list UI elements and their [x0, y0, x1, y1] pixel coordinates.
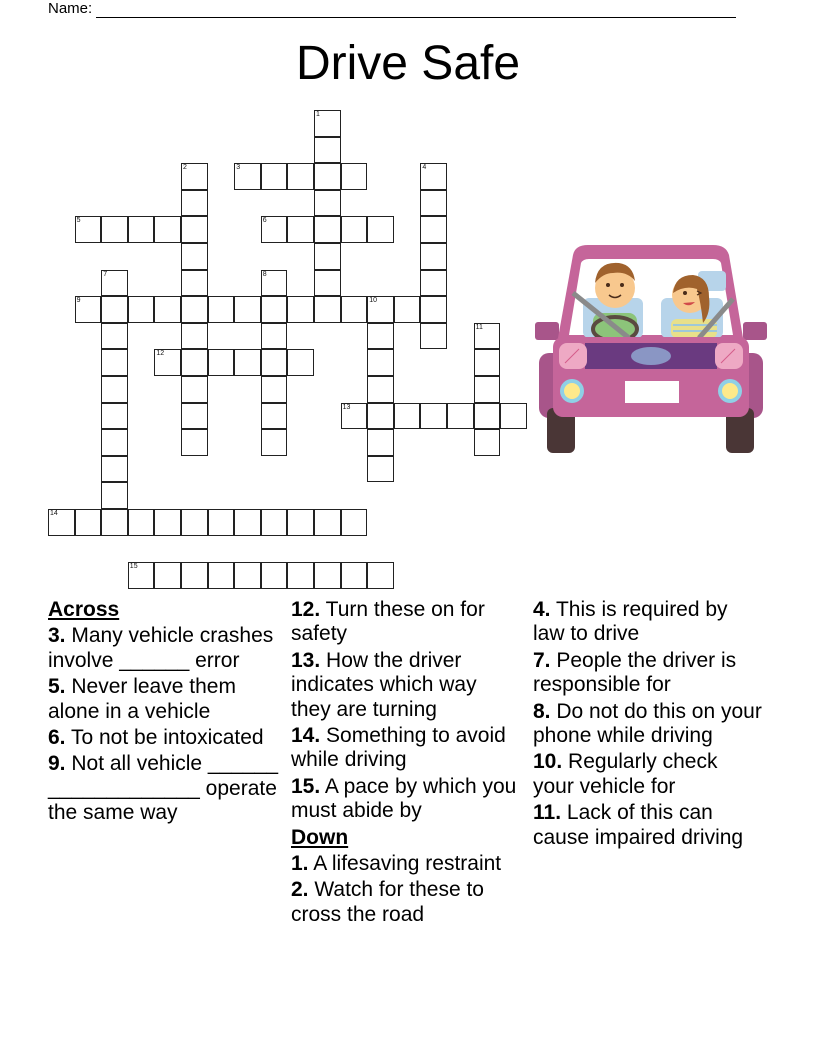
- clue-number: 14: [50, 510, 58, 517]
- clue-number: 8: [262, 270, 267, 278]
- crossword-cell[interactable]: [341, 562, 368, 589]
- crossword-cell[interactable]: [154, 349, 181, 376]
- crossword-cell[interactable]: [101, 429, 128, 456]
- crossword-cell[interactable]: [181, 562, 208, 589]
- crossword-cell[interactable]: [208, 349, 235, 376]
- crossword-cell[interactable]: [181, 376, 208, 403]
- clue-number: 12: [156, 350, 165, 358]
- crossword-cell[interactable]: [75, 509, 102, 536]
- crossword-cell[interactable]: [261, 216, 288, 243]
- crossword-cell[interactable]: [314, 296, 341, 323]
- crossword-cell[interactable]: [181, 190, 208, 217]
- crossword-cell[interactable]: [474, 429, 501, 456]
- clue-across-12: 12. Turn these on for safety: [291, 598, 485, 646]
- crossword-cell[interactable]: [341, 216, 368, 243]
- crossword-cell[interactable]: [101, 509, 128, 536]
- crossword-cell[interactable]: [287, 163, 314, 190]
- crossword-cell[interactable]: [341, 403, 368, 430]
- crossword-cell[interactable]: [474, 349, 501, 376]
- crossword-cell[interactable]: [101, 270, 128, 297]
- crossword-cell[interactable]: [367, 323, 394, 350]
- crossword-cell[interactable]: [314, 190, 341, 217]
- crossword-cell[interactable]: [48, 509, 75, 536]
- crossword-cell[interactable]: [208, 509, 235, 536]
- crossword-cell[interactable]: [420, 296, 447, 323]
- crossword-cell[interactable]: [154, 562, 181, 589]
- crossword-cell[interactable]: [208, 562, 235, 589]
- crossword-cell[interactable]: [314, 163, 341, 190]
- clue-across-5: 5. Never leave them alone in a vehicle: [48, 675, 236, 723]
- clue-number: 1: [316, 111, 320, 118]
- crossword-cell[interactable]: [261, 296, 288, 323]
- crossword-cell[interactable]: [234, 509, 261, 536]
- crossword-cell[interactable]: [261, 376, 288, 403]
- crossword-cell[interactable]: [181, 509, 208, 536]
- crossword-cell[interactable]: [181, 323, 208, 350]
- crossword-cell[interactable]: [341, 509, 368, 536]
- clue-number: 3: [236, 164, 241, 172]
- crossword-cell[interactable]: [101, 403, 128, 430]
- crossword-cell[interactable]: [420, 323, 447, 350]
- crossword-cell[interactable]: [181, 216, 208, 243]
- clue-number: 2: [183, 164, 187, 172]
- clue-down-10: 10. Regularly check your vehicle for: [533, 750, 718, 798]
- crossword-cell[interactable]: [474, 323, 501, 350]
- crossword-cell[interactable]: [367, 216, 394, 243]
- name-label: Name:: [48, 0, 93, 17]
- crossword-cell[interactable]: [314, 137, 341, 164]
- crossword-cell[interactable]: [314, 216, 341, 243]
- crossword-cell[interactable]: [128, 509, 155, 536]
- crossword-cell[interactable]: [341, 296, 368, 323]
- crossword-cell[interactable]: [314, 110, 341, 137]
- crossword-cell[interactable]: [314, 562, 341, 589]
- crossword-cell[interactable]: [420, 190, 447, 217]
- crossword-cell[interactable]: [234, 163, 261, 190]
- crossword-cell[interactable]: [420, 163, 447, 190]
- crossword-cell[interactable]: [181, 296, 208, 323]
- crossword-cell[interactable]: [367, 456, 394, 483]
- crossword-cell[interactable]: [261, 323, 288, 350]
- crossword-cell[interactable]: [287, 562, 314, 589]
- crossword-cell[interactable]: [181, 270, 208, 297]
- clues-column-1: [48, 598, 278, 828]
- clue-across-9: 9. Not all vehicle ______ _____________ operate the same way: [48, 752, 278, 825]
- clues-column-2: [291, 598, 521, 929]
- crossword-cell[interactable]: [500, 403, 527, 430]
- crossword-cell[interactable]: [474, 376, 501, 403]
- crossword-cell[interactable]: [234, 349, 261, 376]
- crossword-cell[interactable]: [101, 482, 128, 509]
- crossword-cell[interactable]: [234, 562, 261, 589]
- clue-number: 6: [262, 217, 267, 225]
- crossword-cell[interactable]: [75, 296, 102, 323]
- crossword-cell[interactable]: [314, 509, 341, 536]
- clue-down-4: 4. This is required by law to drive: [533, 598, 728, 646]
- crossword-cell[interactable]: [420, 216, 447, 243]
- clue-number: 5: [76, 217, 81, 225]
- crossword-cell[interactable]: [287, 216, 314, 243]
- crossword-cell[interactable]: [261, 562, 288, 589]
- crossword-cell[interactable]: [314, 243, 341, 270]
- crossword-cell[interactable]: [287, 509, 314, 536]
- crossword-cell[interactable]: [314, 270, 341, 297]
- crossword-cell[interactable]: [261, 349, 288, 376]
- clue-number: 10: [369, 297, 377, 305]
- clue-down-7: 7. People the driver is responsible for: [533, 648, 737, 697]
- crossword-cell[interactable]: [154, 509, 181, 536]
- clue-number: 7: [103, 270, 108, 278]
- crossword-cell[interactable]: [367, 296, 394, 323]
- clue-number: 4: [422, 164, 427, 172]
- crossword-cell[interactable]: [341, 163, 368, 190]
- crossword-cell[interactable]: [181, 163, 208, 190]
- clue-down-2: 2. Watch for these to cross the road: [291, 878, 484, 926]
- crossword-cell[interactable]: [154, 216, 181, 243]
- crossword-cell[interactable]: [128, 562, 155, 589]
- crossword-cell[interactable]: [101, 216, 128, 243]
- crossword-cell[interactable]: [367, 403, 394, 430]
- crossword-cell[interactable]: [447, 403, 474, 430]
- crossword-cell[interactable]: [367, 349, 394, 376]
- clue-number: 11: [475, 323, 483, 331]
- clue-across-15: 15. A pace by which you must abide by: [291, 774, 517, 823]
- clue-across-3: 3. Many vehicle crashes involve ______ error: [48, 624, 274, 672]
- crossword-cell[interactable]: [128, 216, 155, 243]
- clue-across-13: 13. How the driver indicates which way they are turning: [291, 648, 477, 721]
- crossword-cell[interactable]: [367, 562, 394, 589]
- car-with-driver-and-passenger-icon: [533, 243, 769, 456]
- crossword-cell[interactable]: [208, 296, 235, 323]
- crossword-cell[interactable]: [420, 243, 447, 270]
- clue-number: 15: [129, 563, 138, 571]
- crossword-cell[interactable]: [234, 296, 261, 323]
- crossword-cell[interactable]: [128, 296, 155, 323]
- crossword-cell[interactable]: [181, 429, 208, 456]
- crossword-cell[interactable]: [394, 296, 421, 323]
- crossword-cell[interactable]: [101, 376, 128, 403]
- crossword-cell[interactable]: [287, 349, 314, 376]
- down-heading: Down: [291, 825, 349, 849]
- clue-number: 13: [342, 403, 351, 411]
- crossword-cell[interactable]: [101, 456, 128, 483]
- clue-number: 9: [76, 297, 81, 305]
- clue-across-6: 6. To not be intoxicated: [48, 726, 264, 750]
- crossword-cell[interactable]: [101, 349, 128, 376]
- crossword-cell[interactable]: [261, 403, 288, 430]
- crossword-cell[interactable]: [394, 403, 421, 430]
- crossword-cell[interactable]: [261, 270, 288, 297]
- crossword-cell[interactable]: [261, 163, 288, 190]
- crossword-cell[interactable]: [420, 270, 447, 297]
- crossword-cell[interactable]: [261, 509, 288, 536]
- crossword-cell[interactable]: [181, 349, 208, 376]
- name-line[interactable]: [96, 3, 736, 18]
- crossword-cell[interactable]: [367, 429, 394, 456]
- clue-down-11: 11. Lack of this can cause impaired driving: [533, 801, 744, 849]
- clue-down-1: 1. A lifesaving restraint: [291, 852, 502, 876]
- crossword-cell[interactable]: [75, 216, 102, 243]
- crossword-cell[interactable]: [101, 323, 128, 350]
- crossword-cell[interactable]: [101, 296, 128, 323]
- crossword-cell[interactable]: [367, 376, 394, 403]
- crossword-cell[interactable]: [154, 296, 181, 323]
- crossword-cell[interactable]: [181, 403, 208, 430]
- crossword-cell[interactable]: [287, 296, 314, 323]
- crossword-cell[interactable]: [261, 429, 288, 456]
- crossword-cell[interactable]: [474, 403, 501, 430]
- crossword-cell[interactable]: [181, 243, 208, 270]
- clues-column-3: [533, 598, 763, 852]
- clue-across-14: 14. Something to avoid while driving: [291, 724, 506, 772]
- page-title: Drive Safe: [295, 37, 521, 90]
- crossword-grid: [48, 110, 528, 590]
- clue-down-8: 8. Do not do this on your phone while driving: [533, 699, 762, 748]
- name-field[interactable]: [48, 0, 736, 18]
- across-heading: Across: [48, 598, 120, 621]
- crossword-cell[interactable]: [420, 403, 447, 430]
